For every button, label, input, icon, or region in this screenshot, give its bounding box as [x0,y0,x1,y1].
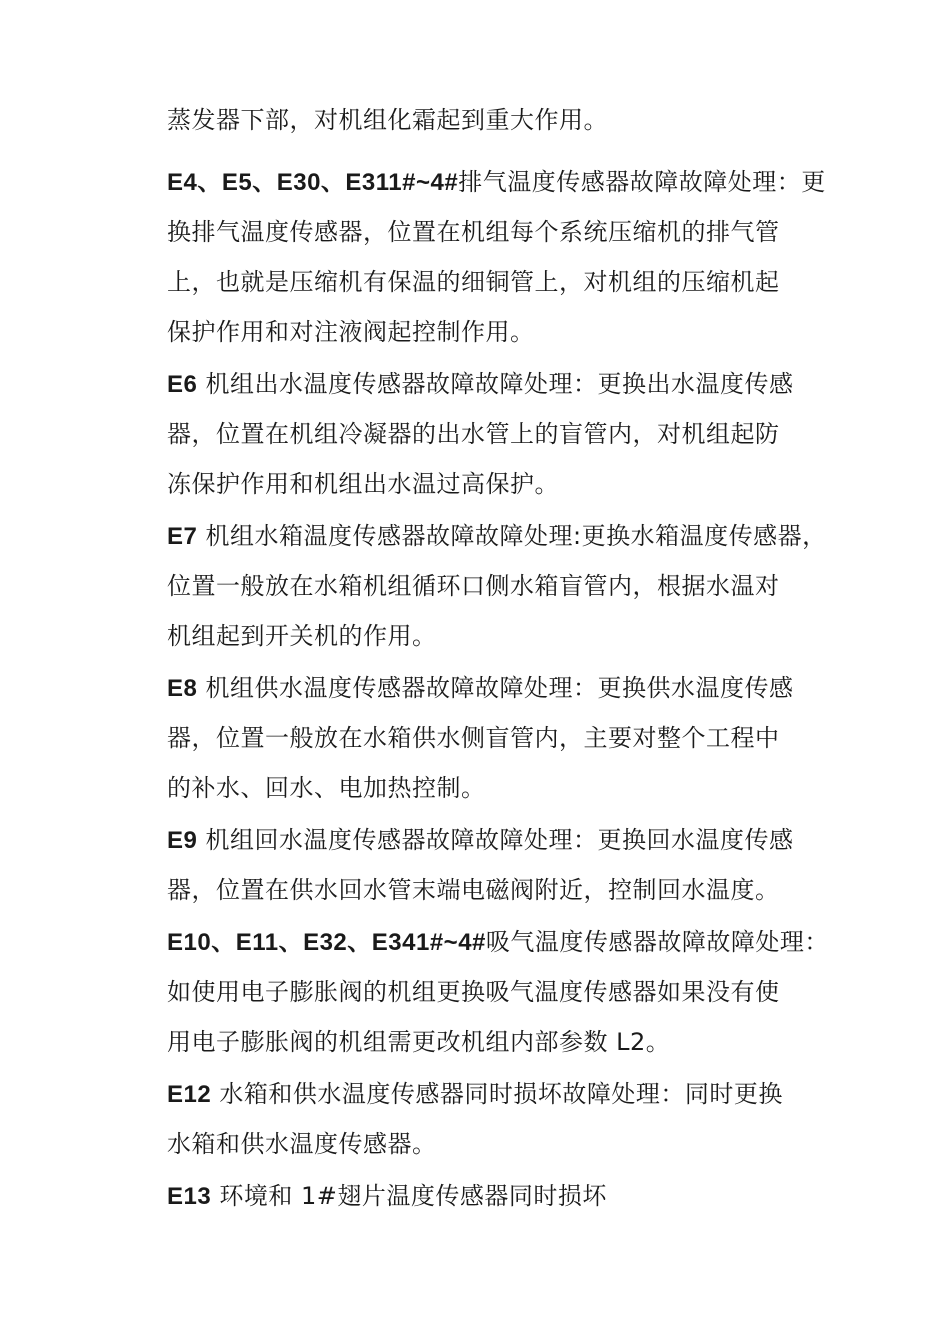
line-text: 保护作用和对注液阀起控制作用。 [167,318,535,346]
fault-code: E8 [167,675,198,702]
text-line [167,621,437,651]
fault-code: E4、E5、E30、E311#~4# [167,169,459,196]
text-line [167,825,794,855]
text-line [167,317,535,347]
line-text: 环境和 1#翅片温度传感器同时损坏 [211,1182,607,1210]
text-line [167,875,780,905]
line-text: 机组回水温度传感器故障故障处理：更换回水温度传感 [197,826,794,854]
fault-code: E7 [167,523,198,550]
line-text: 机组供水温度传感器故障故障处理：更换供水温度传感 [197,674,794,702]
text-line [167,673,794,703]
text-line [167,723,780,753]
line-text: 水箱和供水温度传感器同时损坏故障处理：同时更换 [211,1080,783,1108]
line-text: 用电子膨胀阀的机组需更改机组内部参数 L2。 [167,1028,671,1056]
line-text: 的补水、回水、电加热控制。 [167,774,486,802]
text-line [167,217,780,247]
line-text: 机组起到开关机的作用。 [167,622,437,650]
line-text: 吸气温度传感器故障故障处理： [485,928,829,956]
fault-code: E6 [167,371,198,398]
text-line [167,167,826,197]
line-text: 器，位置在供水回水管末端电磁阀附近，控制回水温度。 [167,876,780,904]
text-line [167,1027,670,1057]
fault-code: E13 [167,1183,212,1210]
line-text: 如使用电子膨胀阀的机组更换吸气温度传感器如果没有使 [167,978,780,1006]
text-line [167,927,829,957]
text-line [167,469,559,499]
line-text: 机组水箱温度传感器故障故障处理:更换水箱温度传感器， [197,522,827,550]
line-text: 冻保护作用和机组出水温过高保护。 [167,470,559,498]
line-text: 器，位置一般放在水箱供水侧盲管内，主要对整个工程中 [167,724,780,752]
line-text: 换排气温度传感器，位置在机组每个系统压缩机的排气管 [167,218,780,246]
line-text: 位置一般放在水箱机组循环口侧水箱盲管内，根据水温对 [167,572,780,600]
fault-code: E9 [167,827,198,854]
line-text: 排气温度传感器故障故障处理：更 [458,168,826,196]
line-text: 上，也就是压缩机有保温的细铜管上，对机组的压缩机起 [167,268,780,296]
line-text: 机组出水温度传感器故障故障处理：更换出水温度传感 [197,370,794,398]
fault-code: E12 [167,1081,212,1108]
text-line [167,571,780,601]
text-line [167,977,780,1007]
text-line [167,419,780,449]
text-line [167,1079,783,1109]
line-text: 器，位置在机组冷凝器的出水管上的盲管内，对机组起防 [167,420,780,448]
text-line [167,1181,607,1211]
text-line [167,105,608,135]
text-line [167,1129,437,1159]
text-line [167,369,794,399]
fault-code: E10、E11、E32、E341#~4# [167,929,486,956]
text-line [167,773,486,803]
text-line [167,267,780,297]
text-line [167,521,827,551]
line-text: 水箱和供水温度传感器。 [167,1130,437,1158]
line-text: 蒸发器下部，对机组化霜起到重大作用。 [167,106,608,134]
